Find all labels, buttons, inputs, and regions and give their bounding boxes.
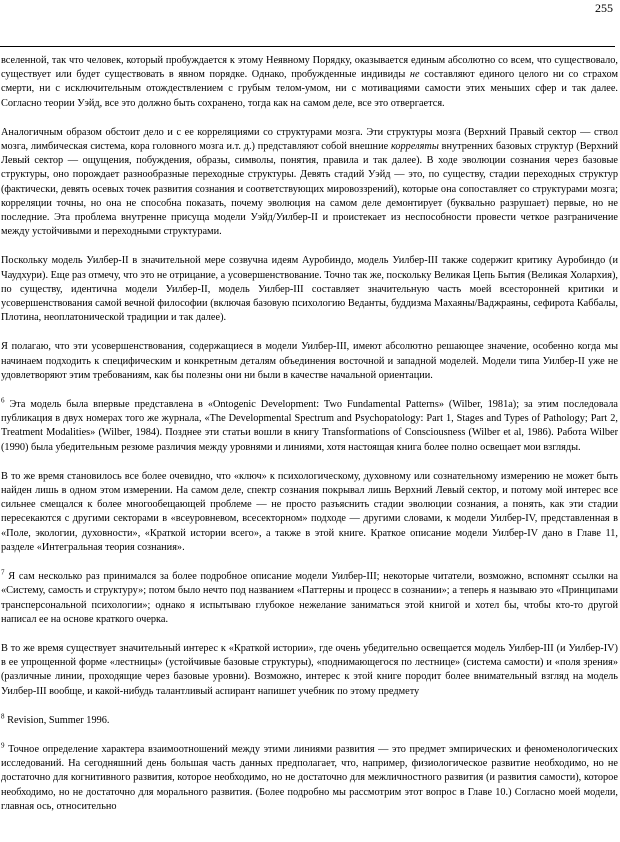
paragraph-2-text-b: внутренних базовых структур (Верхний Левый сектор — ощущения, побуждения, образы, символы, понятия, правила и так далее). В ходе эволюции сознания через базовые структуры, оно порождает разнообразные переходные структуры. Девять стадий Уэйд — это, по существу, стадии переходных структур (фактически, девять осевых точек развития сознания и соответствующих мировоззрений), которые она сопоставляет со структурами мозга; корреляции точны, но она не способна показать, почему эволюция на самом деле демонтирует (буквально разрушает) первые, но не последние. Эта проблема внутренне присуща модели Уэйд/Уилбер-II и проистекает из неспособности провести четкое разграничение между устойчивыми и переходными структурами.	[1, 141, 619, 238]
footnote-6	[1, 398, 618, 455]
footnote-6-marker: 6	[1, 396, 5, 405]
paragraph-1-emphasis: не	[409, 69, 420, 81]
header-rule	[0, 46, 615, 47]
footnote-8-marker: 8	[1, 712, 5, 721]
footnote-7	[1, 570, 618, 627]
page-number: 255	[595, 1, 613, 15]
footnote-8-text: Revision, Summer 1996.	[7, 714, 110, 726]
footnote-9-text: Точное определение характера взаимоотношений между этими линиями развития — это предмет эмпирических и феноменологических исследований. На сегодняшний день большая часть данных предполагает, что, например, физиологическое развитие необходимо, но не достаточно для когнитивного развития, которое необходимо, но не достаточно для межличностного развития (и развития самости), которое необходимо, но не достаточно для морального развития. (Более подробно мы рассмотрим этот вопрос в Главе 10.) Согласно моей модели, главная ось, относительно	[1, 743, 619, 812]
paragraph-2-text-a: Аналогичным образом обстоит дело и с ее корреляциями со структурами мозга. Эти структуры мозга (Верхний Правый сектор — ствол мозга, лимбическая система, кора головного мозга и.т. д.) представляют собой внешние	[1, 126, 618, 153]
paragraph-1-text-a: вселенной, так что человек, который пробуждается к этому Неявному Порядку, оказывается единым абсолютно со всем, что существовало, существует или будет существовать в явном порядке. Однако, пробужденные индивиды	[1, 55, 618, 81]
paragraph-2-emphasis: корреляты	[390, 141, 439, 153]
paragraph-3: Поскольку модель Уилбер-II в значительной мере созвучна идеям Ауробиндо, модель Уилбер-III также содержит критику Ауробиндо (и Чаудхури). Еще раз отмечу, что это не отрицание, а усовершенствование. Точно так же, поскольку Великая Цепь Бытия (Великая Холархия), по существу, идентична модели Уилбер-II, модель Уилбер-III составляет значительную часть моей всесторонней критики и усовершенствования самой вечной философии (включая базовую психологию Веданты, буддизма Махаяны/Ваджраяны, сефирота Каббалы, Плотина, неоплатонической традиции и так далее).	[1, 255, 618, 324]
paragraph-1	[1, 54, 618, 111]
footnote-6-text: Эта модель была впервые представлена в «Ontogenic Development: Two Fundamental Patterns»‎ (Wilber, 1981a); за этим последовала публикация в двух номерах того же журнала, «The Developmental Spectrum and Psychopatology: Part 1, Stages and Types of Pathology; Part 2, Treatment Modalities»‎ (Wilber, 1984). Позднее эти статьи вошли в книгу Transformations of Consciousness (Wilber et al, 1986). Работа Wilber (1990) была убедительным резюме различия между уровнями и линиями, хотя настоящая книга более полно освещает мои взгляды.	[1, 399, 618, 453]
paragraph-5: В то же время становилось все более очевидно, что «ключ» к психологическому, духовному или сознательному измерению не может быть найден лишь в одном этом измерении. На самом деле, спектр сознания покрывал лишь Верхний Левый сектор, и потому мой интерес все сильнее смещался к более многообещающей проблеме — не просто разъяснить стадии эволюции сознания, а понять, как эти стадии пересекаются с другими секторами в «всеуровневом, всесекторном» подходе — другими словами, к модели Уилбер-IV, представленная в «Поле, экологии, духовности», «Краткой истории всего», а также в этой книге. Краткое описание модели Уилбер-IV дано в Главе 11, разделе «Интегральная теория сознания».	[1, 470, 618, 553]
paragraph-2	[1, 126, 618, 240]
paragraph-6: В то же время существует значительный интерес к «Краткой истории», где очень убедительно освещается модель Уилбер-III (и Уилбер-IV) в ее упрощенной форме «лестницы» (устойчивые базовые структуры), «поднимающегося по лестнице» (система самости) и «поля зрения» (различные линии, проходящие через базовые уровни). Возможно, интерес к этой книге породит более внимательный взгляд на модель Уилбер-III вообще, и какой-нибудь талантливый аспирант напишет учебник по этому предмету	[1, 642, 618, 697]
paragraph-4: Я полагаю, что эти усовершенствования, содержащиеся в модели Уилбер-III, имеют абсолютно решающее значение, особенно когда мы начинаем подходить к специфическим и конкретным деталям объединения восточной и западной моделей. Модели типа Уилбер-II уже не удовлетворяют этим требованиям, как бы полезны они ни были в качестве начальной ориентации.	[1, 341, 618, 381]
paragraph-1-text-b: составляют единого целого ни со страхом смерти, ни с исключительным отождествлением с грубым телом-умом, ни с мотивациями самости этих меньших сфер и так далее. Согласно теории Уэйд, все это должно быть сохранено, тогда как на самом деле, все это отвергается.	[1, 69, 618, 109]
footnote-9	[1, 743, 618, 814]
footnote-7-text: Я сам несколько раз принимался за более подробное описание модели Уилбер-III; некоторые читатели, возможно, вспомнят ссылки на «Систему, самость и структуру»; потом было нечто под названием «Паттерны и процесс в сознании»; а теперь я называю это «Принципами трансперсональной психологии»; однако я испытываю глубокое нежелание заниматься этой книгой и хотел бы, чтобы кто-то другой написал ее на основе краткого очерка.	[1, 571, 619, 625]
footnote-7-marker: 7	[1, 568, 5, 577]
footnote-9-marker: 9	[1, 741, 5, 750]
page-body	[1, 54, 618, 829]
footnote-8	[1, 714, 618, 728]
